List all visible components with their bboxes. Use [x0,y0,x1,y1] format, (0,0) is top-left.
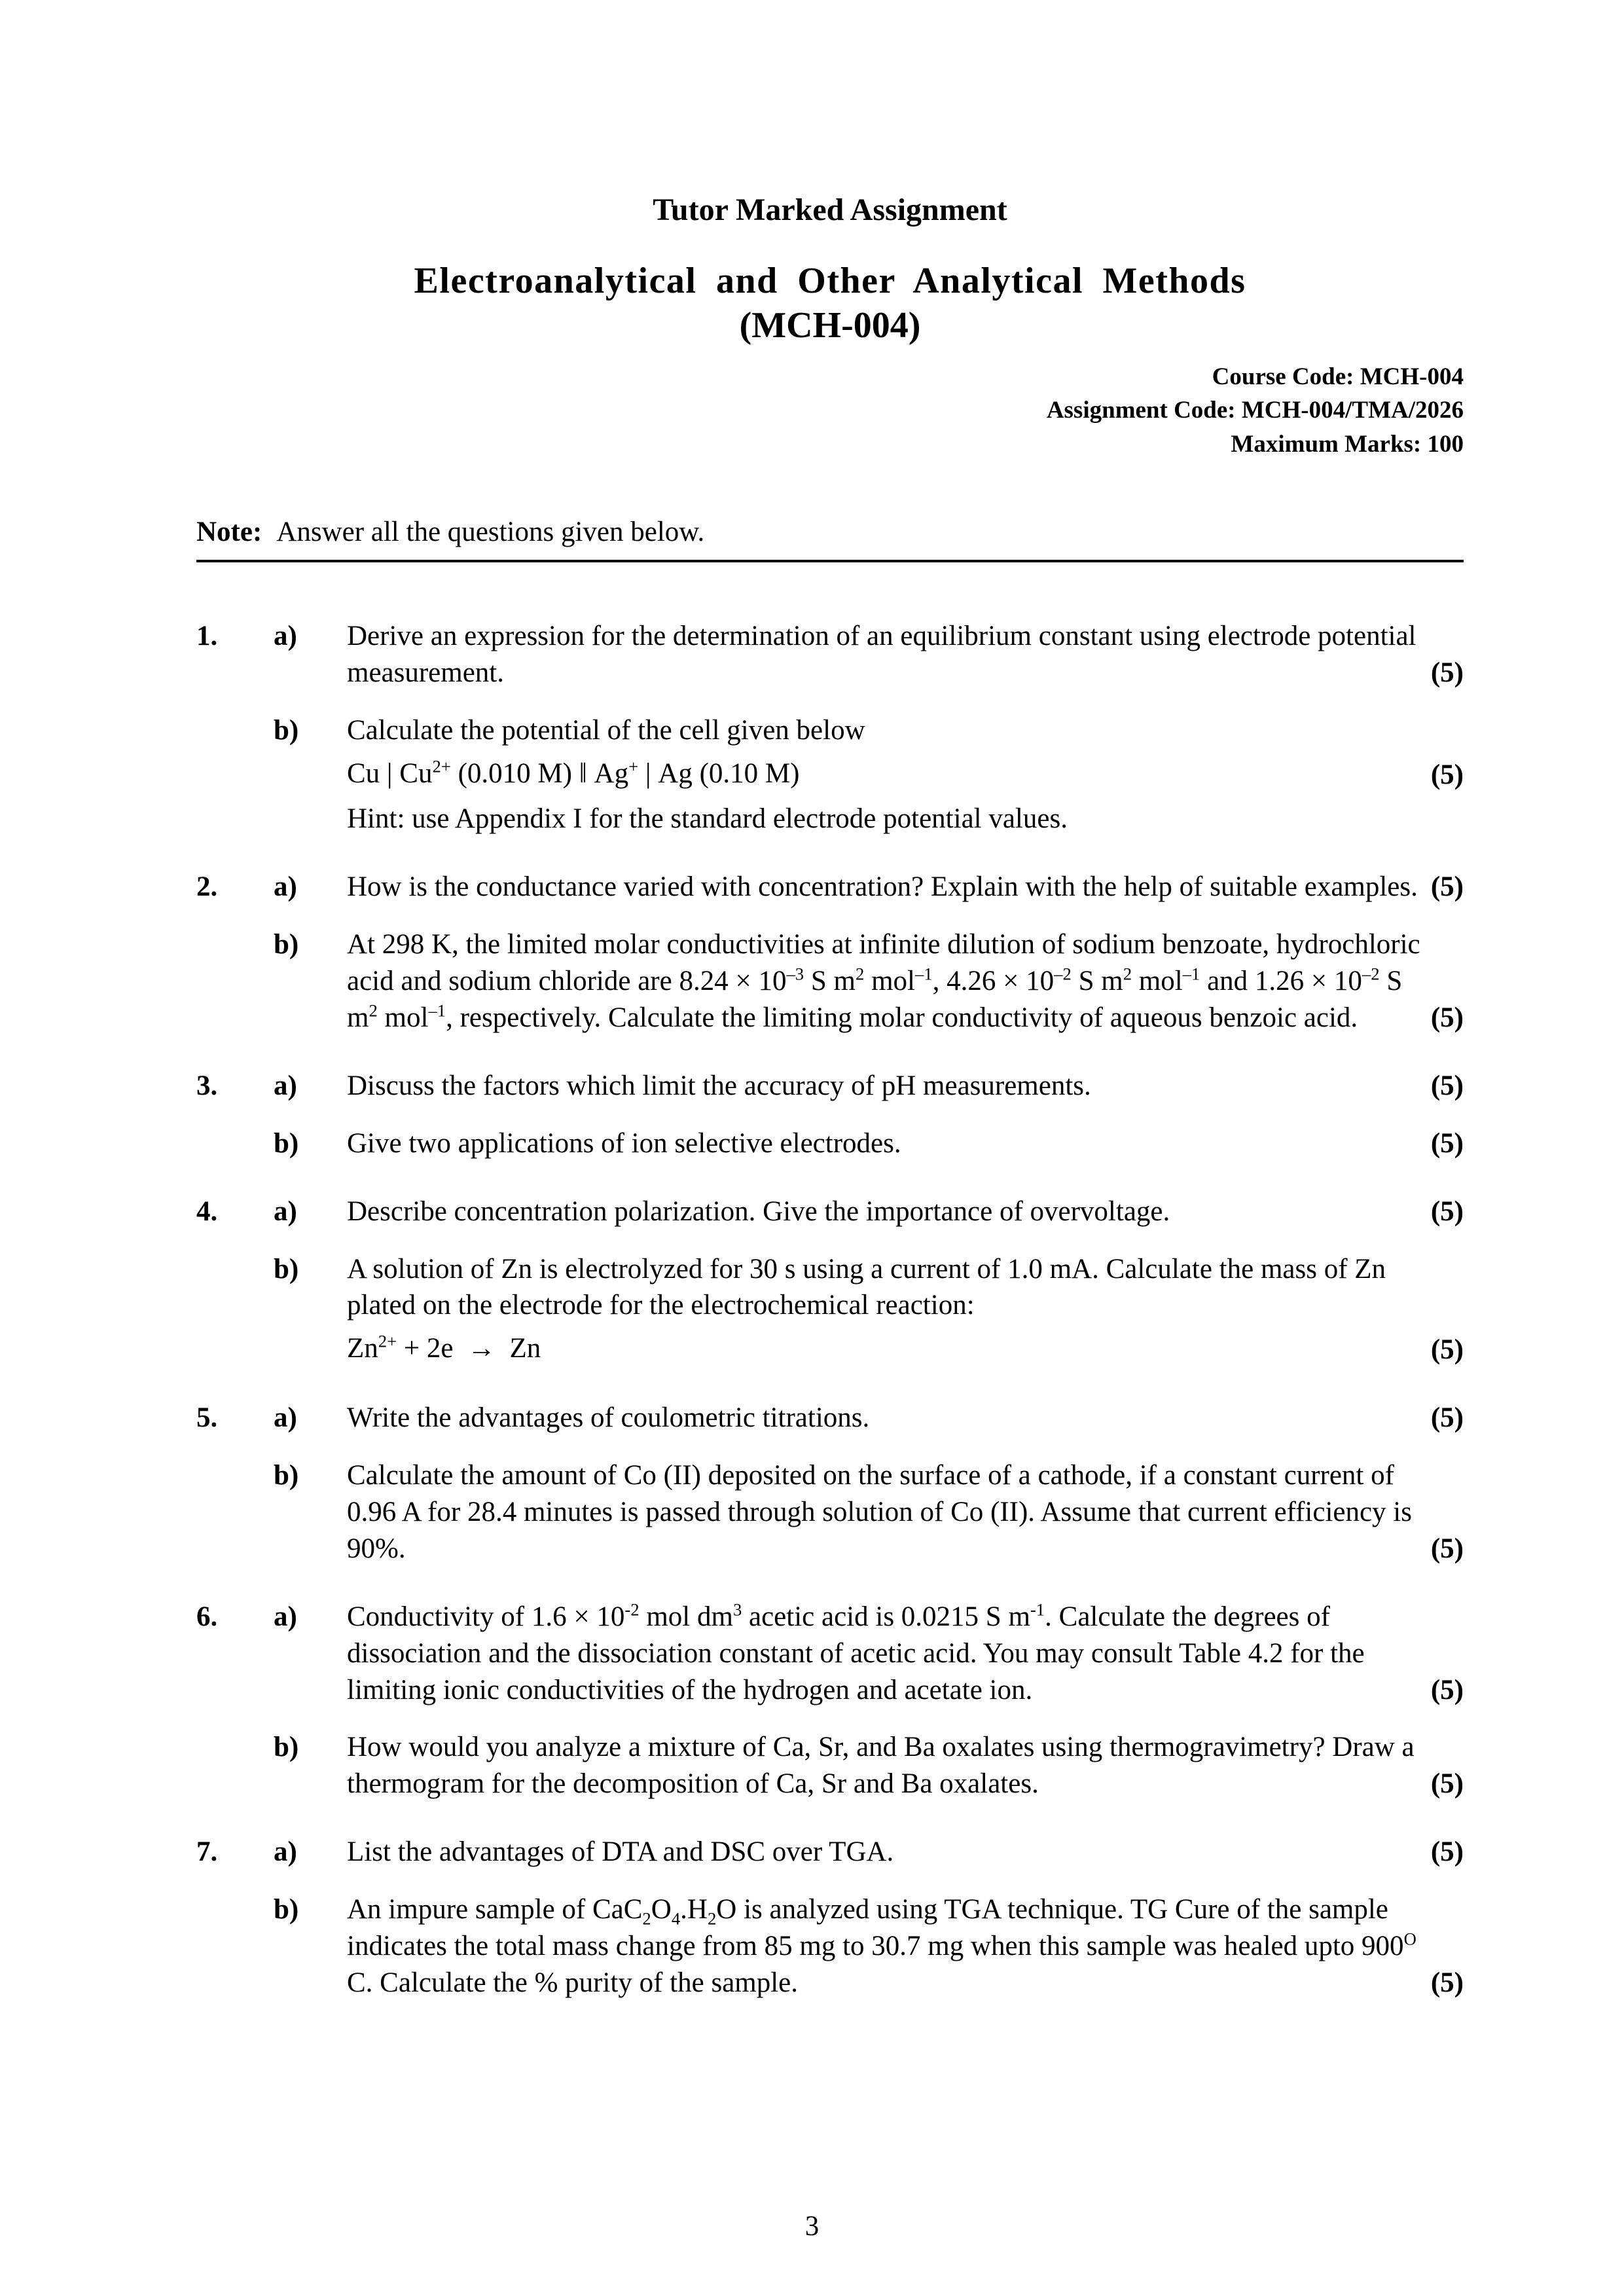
assignment-code-line: Assignment Code: MCH-004/TMA/2026 [1046,397,1464,424]
part-text: A solution of Zn is electrolyzed for 30 s using a current of 1.0 mA. Calculate the mass of Zn plated on the electrode for the electrochemical reaction: $Zn^{2+} + 2e \to Zn$ [347,1253,1386,1364]
part-marks: (5) [1430,1002,1464,1033]
question-part [274,1194,1464,1230]
question-part [274,1599,1464,1709]
question-part [274,1457,1464,1567]
part-marks: (5) [1430,1967,1464,1998]
question-1 [196,618,1464,837]
question-6 [196,1599,1464,1802]
course-code-heading: (MCH-004) [739,305,921,346]
question-part [274,1729,1464,1802]
course-title: Electroanalytical and Other Analytical Methods [414,261,1246,302]
part-text: Give two applications of ion selective electrodes. [347,1127,901,1159]
part-label: a) [274,1836,297,1868]
question-part [274,869,1464,905]
part-row [274,1599,1464,1709]
question-part [274,1251,1464,1369]
part-label: a) [274,620,297,651]
part-row [274,1729,1464,1802]
part-marks: (5) [1430,1334,1464,1366]
part-marks: (5) [1430,657,1464,688]
question-parts [274,1068,1464,1162]
part-marks: (5) [1430,1768,1464,1800]
course-code-line: Course Code: MCH-004 [1212,363,1464,390]
question-list [196,618,1464,2001]
part-text: Conductivity of $1.6 \times 10^{-2}$ mol $dm^3$ acetic acid is 0.0215 S $m^{-1}$. Calculate the degrees of dissociation and the dissociation constant of acetic acid. You may consult Table 4.2 for the limiting ionic conductivities of the hydrogen and acetate ion. [347,1599,1365,1705]
part-marks: (5) [1430,1127,1464,1159]
question-3 [196,1068,1464,1162]
part-row [274,618,1464,691]
note-label: Note: [196,516,262,547]
question-part [274,1834,1464,1870]
part-label: b) [274,1127,299,1159]
part-text: List the advantages of DTA and DSC over TGA. [347,1836,894,1868]
question-number: 5. [196,1402,218,1434]
part-text: How would you analyze a mixture of Ca, Sr, and Ba oxalates using thermogravimetry? Draw a thermogram for the decomposition of Ca, Sr and Ba oxalates. [347,1732,1415,1800]
part-row [274,1125,1464,1162]
header-meta [196,360,1464,462]
part-text: Calculate the potential of the cell given below Cu | $Cu^{2+}$ (0.010 M) ‖ Ag+ | Ag (0.10 M) [347,714,865,789]
question-part [274,712,1464,838]
part-text: Write the advantages of coulometric titrations. [347,1402,870,1434]
part-row [274,1068,1464,1104]
part-text: How is the conductance varied with concentration? Explain with the help of suitable examples. [347,871,1418,903]
part-hint: Hint: use Appendix I for the standard electrode potential values. [347,803,1068,835]
part-text: Derive an expression for the determination of an equilibrium constant using electrode potential measurement. [347,620,1416,688]
part-label: a) [274,871,297,903]
part-text: At 298 K, the limited molar conductivities at infinite dilution of sodium benzoate, hydrochloric acid and sodium chloride are $8.24 \times 10^{-3}$ S $m^2$ mol$^{-1}$, $4.26 \times 10^{-2}$ S $m^2$ mol$^{-1}$ and $1.26 \times 10^{-2}$ S $m^2$ mol$^{-1}$, respectively. Calculate the limiting molar conductivity of aqueous benzoic acid. [347,929,1420,1033]
question-2 [196,869,1464,1036]
question-part [274,1891,1464,2001]
part-marks: (5) [1430,1195,1464,1227]
question-number: 7. [196,1836,218,1868]
part-label: b) [274,1460,299,1491]
question-part [274,618,1464,691]
part-label: b) [274,929,299,960]
part-label: b) [274,1894,299,1925]
question-part [274,1125,1464,1162]
question-number: 4. [196,1195,218,1227]
question-7 [196,1834,1464,2001]
part-marks: (5) [1430,871,1464,903]
part-marks: (5) [1430,1836,1464,1868]
part-row [274,1834,1464,1870]
question-4 [196,1194,1464,1369]
part-row [274,926,1464,1036]
part-marks: (5) [1430,1674,1464,1705]
question-part [274,1068,1464,1104]
part-label: a) [274,1070,297,1101]
maximum-marks-line: Maximum Marks: 100 [1231,431,1464,458]
part-marks: (5) [1430,759,1464,790]
part-marks: (5) [1430,1402,1464,1434]
question-number: 3. [196,1070,218,1101]
page-number: 3 [804,2211,820,2242]
question-number: 6. [196,1601,218,1632]
part-marks: (5) [1430,1070,1464,1101]
part-label: a) [274,1601,297,1632]
part-marks: (5) [1430,1533,1464,1564]
question-parts [274,1834,1464,2001]
part-row [274,1891,1464,2001]
question-part [274,926,1464,1036]
question-5 [196,1400,1464,1567]
part-label: a) [274,1195,297,1227]
question-parts [274,618,1464,837]
question-parts [274,1194,1464,1369]
question-parts [274,1599,1464,1802]
part-row [274,1194,1464,1230]
part-text: Discuss the factors which limit the accuracy of pH measurements. [347,1070,1091,1101]
part-label: b) [274,1253,299,1285]
note-row [196,514,1464,562]
part-label: a) [274,1402,297,1434]
part-text: An impure sample of $CaC_2O_4.H_2O$ is analyzed using TGA technique. TG Cure of the sample indicates the total mass change from 85 mg to 30.7 mg when this sample was healed upto $900^O$ C. Calculate the % purity of the sample. [347,1894,1416,1998]
part-row [274,712,1464,793]
question-part [274,1400,1464,1436]
note-text: Answer all the questions given below. [276,516,705,547]
part-text: Describe concentration polarization. Give the importance of overvoltage. [347,1195,1170,1227]
part-label: b) [274,714,299,746]
part-text: Calculate the amount of Co (II) deposited on the surface of a cathode, if a constant current of 0.96 A for 28.4 minutes is passed through solution of Co (II). Assume that current efficiency is 90%. [347,1460,1412,1564]
question-number: 2. [196,871,218,903]
part-row [274,1400,1464,1436]
part-row [274,1457,1464,1567]
part-row [274,869,1464,905]
part-label: b) [274,1732,299,1763]
part-row [274,1251,1464,1369]
question-parts [274,869,1464,1036]
question-number: 1. [196,620,218,651]
question-parts [274,1400,1464,1567]
document-title: Tutor Marked Assignment [653,192,1007,227]
